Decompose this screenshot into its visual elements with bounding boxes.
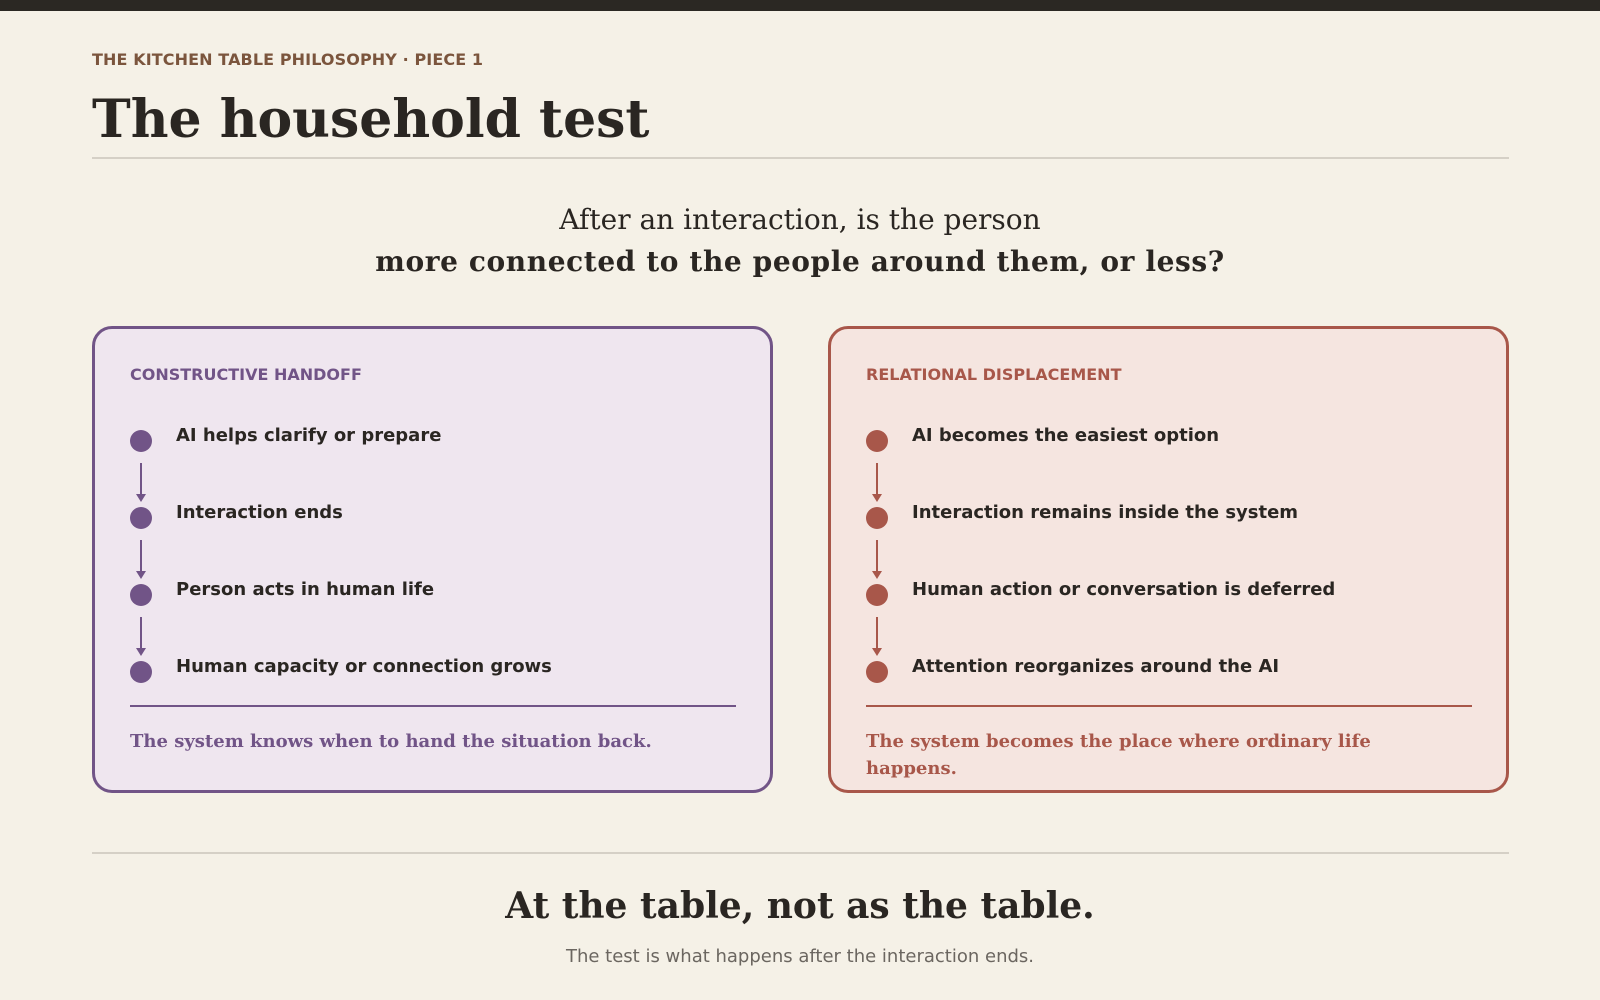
step-label: Human action or conversation is deferred <box>912 579 1336 600</box>
step-label: Attention reorganizes around the AI <box>912 656 1280 677</box>
step-dot <box>866 661 888 683</box>
step-dot <box>866 507 888 529</box>
flow-step <box>130 656 750 686</box>
down-arrow-icon <box>140 463 142 496</box>
flow-step <box>130 502 750 532</box>
step-dot <box>866 430 888 452</box>
down-arrow-icon <box>876 540 878 573</box>
flow-step <box>866 579 1486 609</box>
panel-title: CONSTRUCTIVE HANDOFF <box>130 365 362 384</box>
step-label: Interaction remains inside the system <box>912 502 1299 523</box>
step-dot <box>130 430 152 452</box>
closing-subtext: The test is what happens after the interaction ends. <box>565 946 1035 967</box>
flow-step <box>866 425 1486 455</box>
step-dot <box>130 507 152 529</box>
flow-step <box>130 579 750 609</box>
series-kicker: THE KITCHEN TABLE PHILOSOPHY · PIECE 1 <box>92 50 484 69</box>
panel-footer: The system knows when to hand the situation back. <box>130 731 652 752</box>
step-label: Interaction ends <box>176 502 343 523</box>
down-arrow-icon <box>876 617 878 650</box>
panel-title: RELATIONAL DISPLACEMENT <box>866 365 1122 384</box>
header-divider <box>92 157 1509 159</box>
top-bar <box>0 0 1600 11</box>
step-label: AI helps clarify or prepare <box>176 425 442 446</box>
panel-divider <box>130 705 736 707</box>
flow-step <box>130 425 750 455</box>
step-dot <box>866 584 888 606</box>
step-dot <box>130 661 152 683</box>
down-arrow-icon <box>140 540 142 573</box>
footer-divider <box>92 852 1509 854</box>
constructive-handoff-panel <box>92 326 773 793</box>
panel-divider <box>866 705 1472 707</box>
flow-step <box>866 656 1486 686</box>
page-title: The household test <box>92 89 650 150</box>
down-arrow-icon <box>140 617 142 650</box>
step-label: Person acts in human life <box>176 579 435 600</box>
relational-displacement-panel <box>828 326 1509 793</box>
question-line-1: After an interaction, is the person <box>559 203 1041 236</box>
flow-step <box>866 502 1486 532</box>
step-label: Human capacity or connection grows <box>176 656 552 677</box>
step-dot <box>130 584 152 606</box>
panel-footer: The system becomes the place where ordinary life happens. <box>866 731 1371 779</box>
closing-headline: At the table, not as the table. <box>505 885 1095 927</box>
step-label: AI becomes the easiest option <box>912 425 1220 446</box>
down-arrow-icon <box>876 463 878 496</box>
question-line-2: more connected to the people around them, or less? <box>375 245 1225 278</box>
